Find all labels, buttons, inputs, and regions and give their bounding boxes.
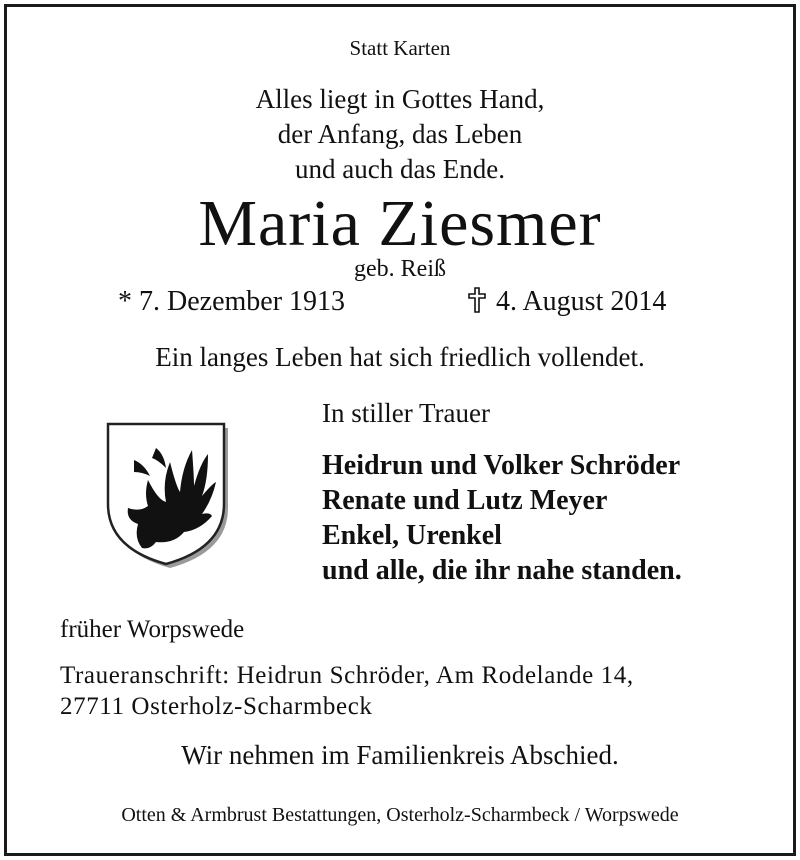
mourning-address — [60, 660, 634, 722]
undertaker-credit: Otten & Armbrust Bestattungen, Osterholz-Scharmbeck / Worpswede — [121, 804, 679, 826]
mourning-intro: In stiller Trauer — [322, 398, 490, 428]
address-line-1: Traueranschrift: Heidrun Schröder, Am Rodelande 14, — [60, 662, 634, 689]
address-line-2: 27711 Osterholz-Scharmbeck — [60, 693, 373, 720]
mourner-line-4: und alle, die ihr nahe standen. — [322, 555, 682, 586]
verse-line-1: Alles liegt in Gottes Hand, — [255, 84, 545, 114]
verse-line-3: und auch das Ende. — [295, 154, 505, 184]
closing-line: Ein langes Leben hat sich friedlich vollendet. — [155, 342, 645, 372]
death-date-group — [468, 286, 666, 318]
mourner-line-1: Heidrun und Volker Schröder — [322, 450, 681, 481]
mourners-list — [322, 448, 682, 588]
birth-date: * 7. Dezember 1913 — [118, 286, 346, 317]
mourner-line-3: Enkel, Urenkel — [322, 520, 502, 551]
death-date: 4. August 2014 — [496, 286, 667, 317]
verse-line-2: der Anfang, das Leben — [277, 119, 523, 149]
mourner-line-2: Renate und Lutz Meyer — [322, 485, 608, 516]
birth-name: geb. Reiß — [354, 256, 446, 282]
farewell-note: Wir nehmen im Familienkreis Abschied. — [181, 740, 619, 770]
former-residence: früher Worpswede — [60, 616, 245, 643]
notice-header: Statt Karten — [349, 36, 451, 60]
cross-icon — [468, 287, 486, 313]
deceased-name: Maria Ziesmer — [198, 187, 602, 260]
coat-of-arms-eagle-wing-icon — [104, 420, 232, 570]
verse — [0, 82, 800, 187]
